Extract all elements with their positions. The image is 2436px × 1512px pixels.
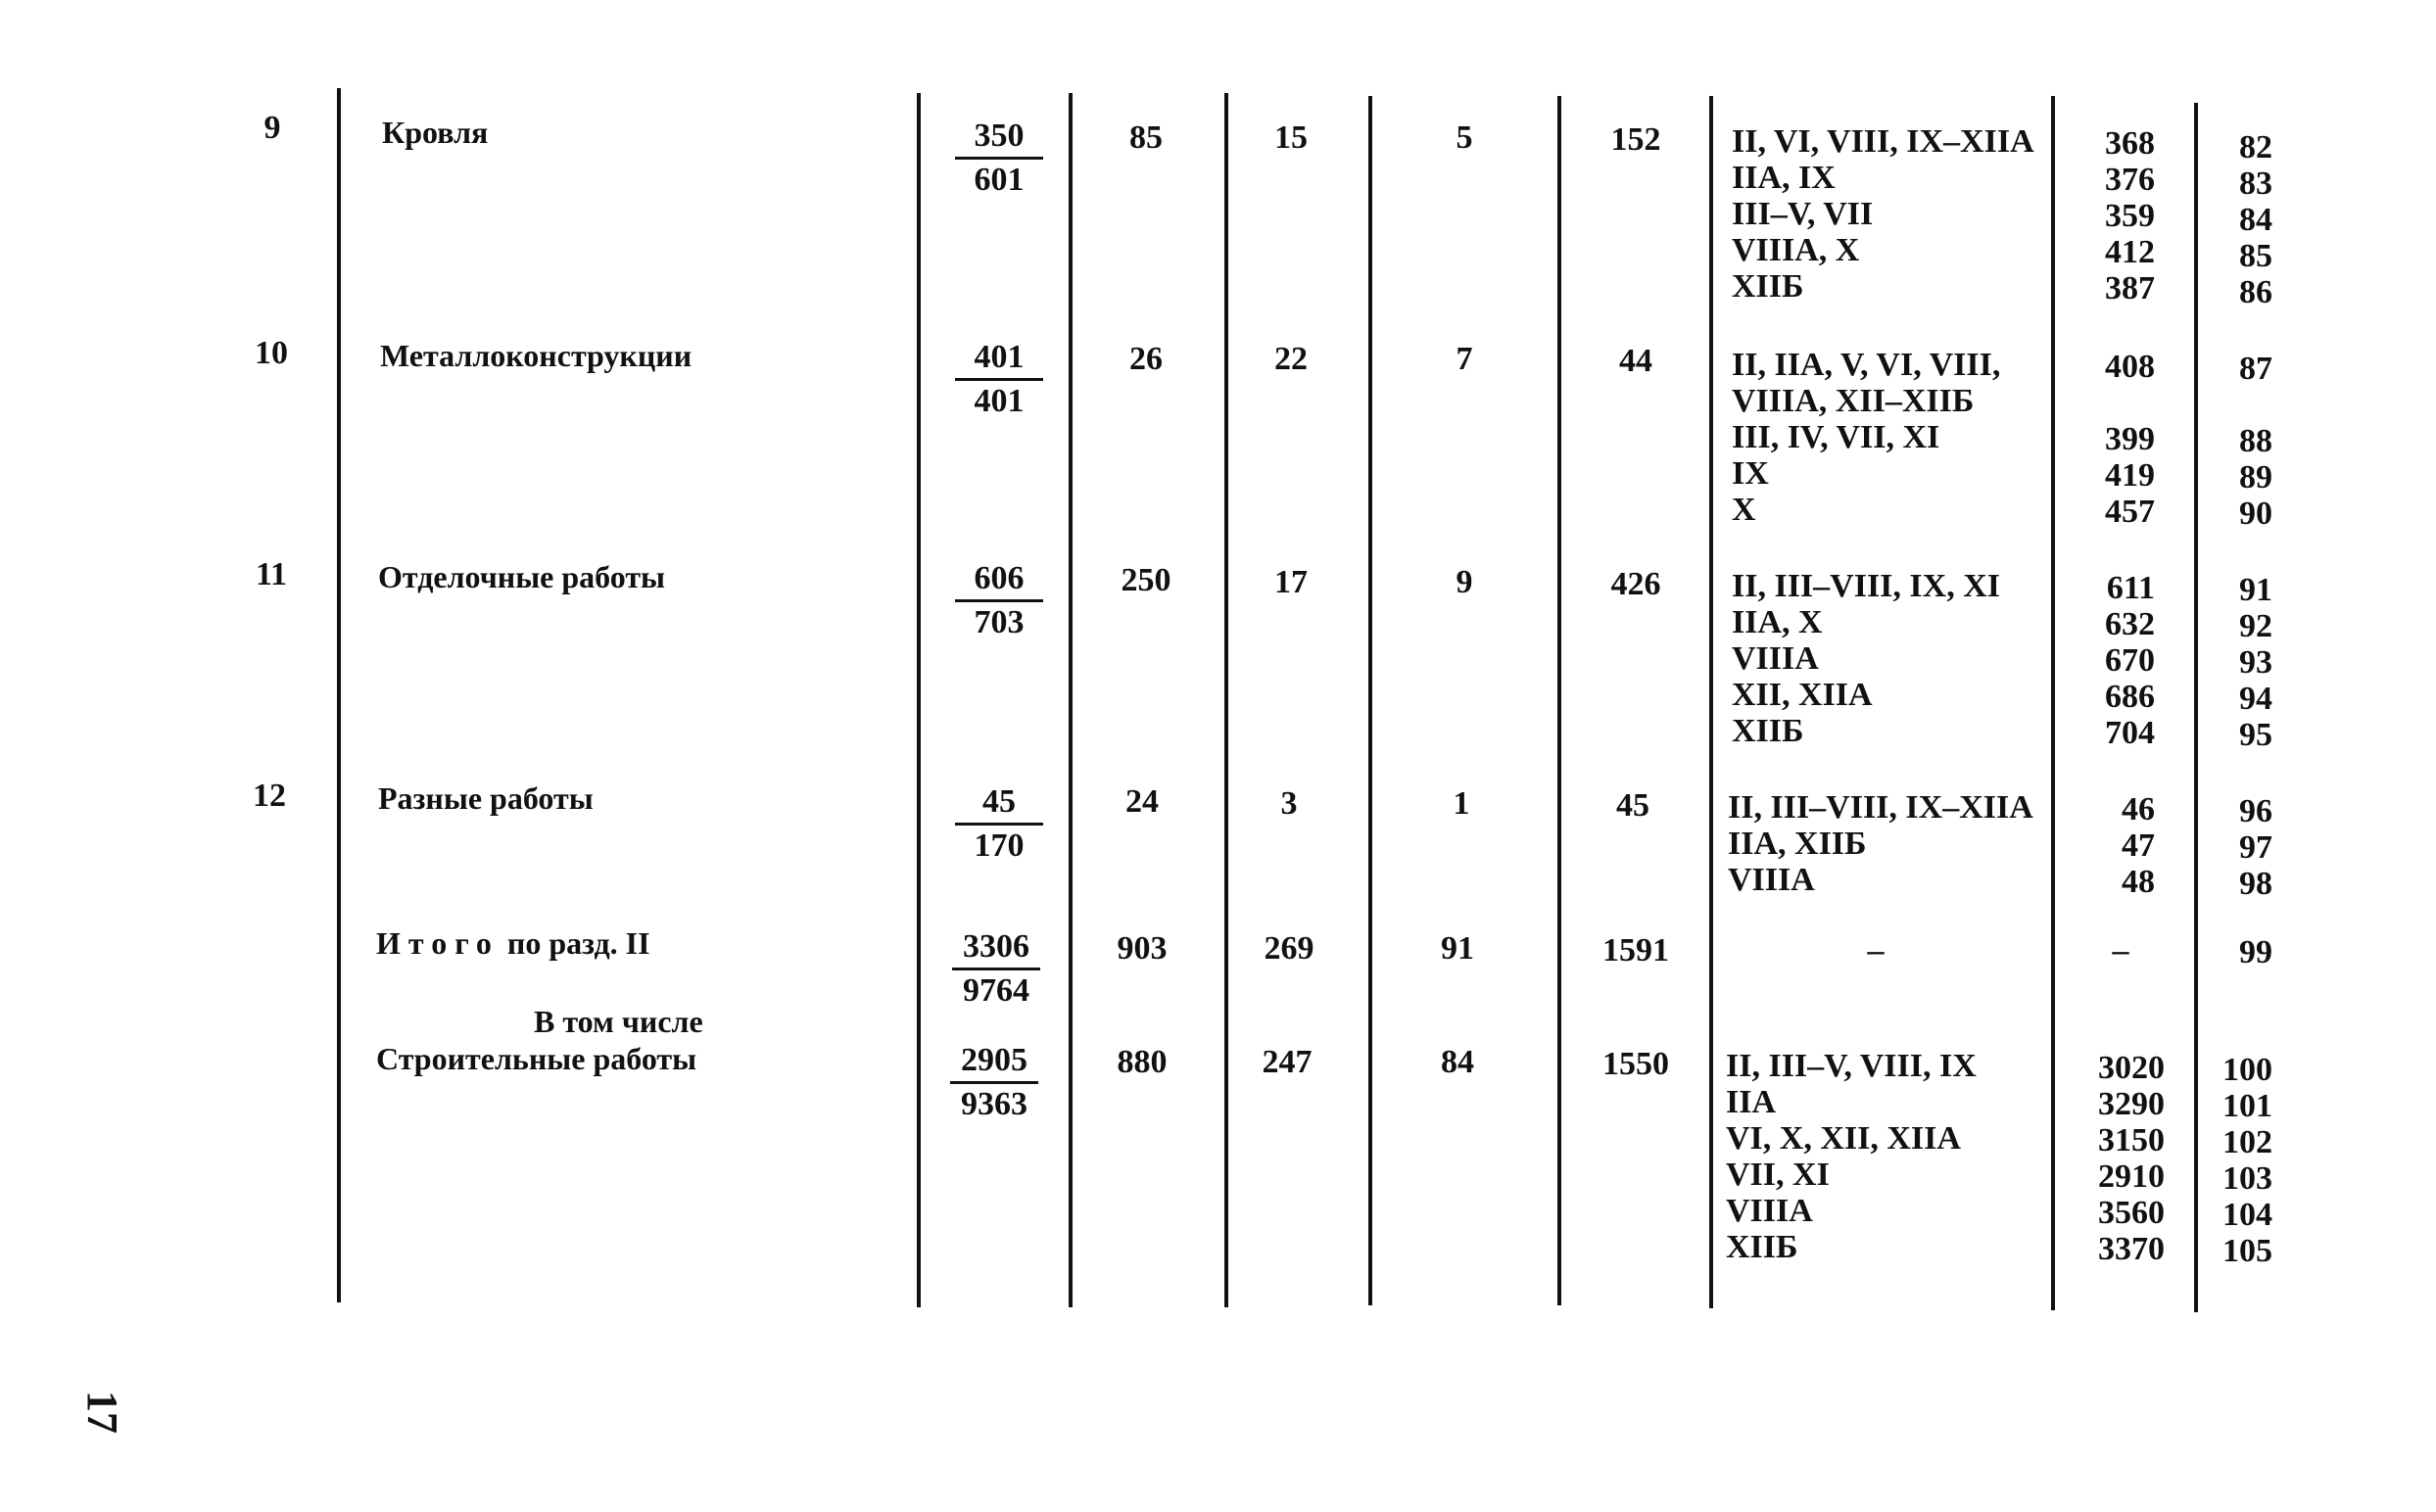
column-rule bbox=[2051, 96, 2055, 1310]
variant-item: VI, X, XII, XIIA bbox=[1726, 1120, 1961, 1157]
value-col-4: 45 bbox=[1616, 787, 1649, 824]
value-col-3: 9 bbox=[1456, 564, 1473, 600]
variant-list bbox=[1732, 347, 2000, 528]
code-item: 88 bbox=[2239, 423, 2272, 459]
fraction-value bbox=[955, 339, 1043, 420]
work-name: Отделочные работы bbox=[378, 559, 666, 594]
code-item: 96 bbox=[2239, 793, 2272, 829]
work-name: Кровля bbox=[382, 115, 489, 150]
total-label bbox=[376, 924, 650, 962]
value-item: 3370 bbox=[2098, 1231, 2165, 1267]
total-label-rest: по разд. II bbox=[506, 925, 650, 961]
code-item: 89 bbox=[2239, 459, 2272, 496]
value-col-1: 880 bbox=[1117, 1044, 1168, 1080]
value-col-1: 26 bbox=[1129, 341, 1163, 377]
fraction-value bbox=[955, 783, 1043, 865]
fraction-numerator: 350 bbox=[955, 118, 1043, 160]
value-col-1: 24 bbox=[1125, 783, 1159, 820]
value-item: 632 bbox=[2105, 606, 2155, 642]
fraction-numerator: 401 bbox=[955, 339, 1043, 381]
variant-item: IIA, IX bbox=[1732, 160, 1836, 196]
column-rule bbox=[1224, 93, 1228, 1307]
code-item: 94 bbox=[2239, 681, 2272, 717]
value-list bbox=[2077, 125, 2155, 307]
code-item: 91 bbox=[2239, 572, 2272, 608]
value-item: 611 bbox=[2106, 570, 2155, 606]
value-list bbox=[2077, 570, 2155, 751]
variant-item: II, III–VIII, IX, XI bbox=[1732, 568, 2000, 604]
code-item: 103 bbox=[2222, 1160, 2272, 1197]
variant-item: II, III–V, VIII, IX bbox=[1726, 1048, 1977, 1084]
value-col-4: 1591 bbox=[1602, 932, 1669, 969]
fraction-numerator: 45 bbox=[955, 783, 1043, 826]
page-number: 17 bbox=[78, 1391, 126, 1434]
row-number: 12 bbox=[253, 778, 286, 814]
value-item: 419 bbox=[2105, 457, 2155, 494]
fraction-denominator: 703 bbox=[974, 604, 1025, 640]
total-value: – bbox=[2112, 932, 2129, 969]
value-item: 387 bbox=[2105, 270, 2155, 307]
work-name: Металлоконструкции bbox=[380, 338, 693, 373]
code-item: 105 bbox=[2222, 1233, 2272, 1269]
value-item: 376 bbox=[2105, 162, 2155, 198]
value-item: 3290 bbox=[2098, 1086, 2165, 1122]
code-item: 83 bbox=[2239, 165, 2272, 202]
code-item: 100 bbox=[2222, 1052, 2272, 1088]
column-rule bbox=[1709, 96, 1713, 1308]
value-item: 368 bbox=[2105, 125, 2155, 162]
value-col-4: 44 bbox=[1619, 343, 1652, 379]
code-item: 92 bbox=[2239, 608, 2272, 644]
total-variant: – bbox=[1867, 932, 1885, 969]
fraction-numerator: 606 bbox=[955, 560, 1043, 602]
value-col-2: 247 bbox=[1262, 1044, 1313, 1080]
column-rule bbox=[1069, 93, 1073, 1307]
code-item: 97 bbox=[2239, 829, 2272, 866]
column-rule bbox=[337, 88, 341, 1302]
code-list bbox=[2204, 572, 2272, 753]
value-col-2: 22 bbox=[1274, 341, 1308, 377]
code-item: 104 bbox=[2222, 1197, 2272, 1233]
column-rule bbox=[917, 93, 921, 1307]
variant-item: III–V, VII bbox=[1732, 196, 1874, 232]
fraction-denominator: 9363 bbox=[961, 1086, 1027, 1122]
variant-item: XIIБ bbox=[1732, 713, 1804, 749]
value-item: 3150 bbox=[2098, 1122, 2165, 1158]
value-item: 46 bbox=[2122, 791, 2155, 827]
value-col-1: 85 bbox=[1129, 119, 1163, 156]
value-col-1: 903 bbox=[1117, 930, 1168, 967]
fraction-denominator: 401 bbox=[974, 383, 1025, 419]
variant-list bbox=[1732, 568, 2000, 749]
value-list bbox=[2077, 791, 2155, 900]
fraction-value bbox=[955, 560, 1043, 641]
value-item: 47 bbox=[2122, 827, 2155, 864]
variant-item: XII, XIIA bbox=[1732, 677, 1873, 713]
variant-list bbox=[1728, 789, 2033, 898]
value-list bbox=[2067, 1050, 2165, 1267]
value-col-3: 5 bbox=[1456, 119, 1473, 156]
fraction-denominator: 9764 bbox=[963, 972, 1029, 1009]
code-list bbox=[2204, 351, 2272, 532]
work-name: Разные работы bbox=[378, 780, 594, 816]
variant-item: VIIIA bbox=[1728, 862, 1815, 898]
code-item: 90 bbox=[2239, 496, 2272, 532]
variant-item: XIIБ bbox=[1732, 268, 1804, 305]
variant-item: XIIБ bbox=[1726, 1229, 1798, 1265]
total-label-word: Итого bbox=[376, 925, 500, 961]
value-item: 408 bbox=[2105, 349, 2155, 385]
subsection-heading: В том числе bbox=[534, 1004, 703, 1039]
value-col-2: 15 bbox=[1274, 119, 1308, 156]
row-number: 11 bbox=[255, 556, 288, 592]
variant-item: VIIIA bbox=[1726, 1193, 1813, 1229]
value-item bbox=[2077, 385, 2155, 421]
variant-item: IIA bbox=[1726, 1084, 1777, 1120]
row-number: 10 bbox=[255, 335, 288, 371]
code-list bbox=[2194, 1052, 2272, 1269]
value-col-4: 152 bbox=[1610, 121, 1661, 158]
row-number: 9 bbox=[263, 110, 281, 146]
fraction-value bbox=[952, 928, 1040, 1010]
code-item: 98 bbox=[2239, 866, 2272, 902]
variant-item: IX bbox=[1732, 455, 1769, 492]
value-col-3: 7 bbox=[1456, 341, 1473, 377]
code-item: 87 bbox=[2239, 351, 2272, 387]
total-code: 99 bbox=[2239, 934, 2272, 970]
value-col-3: 1 bbox=[1453, 785, 1470, 822]
fraction-value bbox=[950, 1042, 1038, 1123]
variant-list bbox=[1732, 123, 2034, 305]
value-col-4: 426 bbox=[1610, 566, 1661, 602]
variant-item: VIIIA, X bbox=[1732, 232, 1860, 268]
value-col-2: 269 bbox=[1264, 930, 1314, 967]
code-item: 95 bbox=[2239, 717, 2272, 753]
variant-item: VIIIA, XII–XIIБ bbox=[1732, 383, 1975, 419]
code-list bbox=[2204, 129, 2272, 310]
value-item: 399 bbox=[2105, 421, 2155, 457]
code-item bbox=[2204, 387, 2272, 423]
code-item: 102 bbox=[2222, 1124, 2272, 1160]
variant-item: III, IV, VII, XI bbox=[1732, 419, 1940, 455]
value-item: 686 bbox=[2105, 679, 2155, 715]
value-col-3: 84 bbox=[1441, 1044, 1474, 1080]
value-item: 3020 bbox=[2098, 1050, 2165, 1086]
variant-item: IIA, X bbox=[1732, 604, 1823, 640]
work-name: Строительные работы bbox=[376, 1041, 697, 1076]
value-item: 457 bbox=[2105, 494, 2155, 530]
fraction-value bbox=[955, 118, 1043, 199]
value-item: 704 bbox=[2105, 715, 2155, 751]
fraction-numerator: 3306 bbox=[952, 928, 1040, 970]
code-item: 93 bbox=[2239, 644, 2272, 681]
code-item: 101 bbox=[2222, 1088, 2272, 1124]
value-col-3: 91 bbox=[1441, 930, 1474, 967]
variant-item: VIIIA bbox=[1732, 640, 1819, 677]
fraction-numerator: 2905 bbox=[950, 1042, 1038, 1084]
value-col-2: 3 bbox=[1280, 785, 1298, 822]
value-col-2: 17 bbox=[1274, 564, 1308, 600]
value-item: 3560 bbox=[2098, 1195, 2165, 1231]
column-rule bbox=[1368, 96, 1372, 1305]
value-item: 670 bbox=[2105, 642, 2155, 679]
value-col-4: 1550 bbox=[1602, 1046, 1669, 1082]
code-item: 82 bbox=[2239, 129, 2272, 165]
value-item: 359 bbox=[2105, 198, 2155, 234]
variant-item: X bbox=[1732, 492, 1756, 528]
value-col-1: 250 bbox=[1121, 562, 1171, 598]
value-item: 2910 bbox=[2098, 1158, 2165, 1195]
code-list bbox=[2204, 793, 2272, 902]
variant-item: II, IIA, V, VI, VIII, bbox=[1732, 347, 2001, 383]
variant-item: II, III–VIII, IX–XIIA bbox=[1728, 789, 2033, 826]
value-item: 412 bbox=[2105, 234, 2155, 270]
fraction-denominator: 601 bbox=[974, 162, 1025, 198]
code-item: 85 bbox=[2239, 238, 2272, 274]
value-list bbox=[2077, 349, 2155, 530]
variant-item: II, VI, VIII, IX–XIIA bbox=[1732, 123, 2034, 160]
variant-item: IIA, XIIБ bbox=[1728, 826, 1867, 862]
value-item: 48 bbox=[2122, 864, 2155, 900]
code-item: 84 bbox=[2239, 202, 2272, 238]
variant-list bbox=[1726, 1048, 1977, 1265]
code-item: 86 bbox=[2239, 274, 2272, 310]
column-rule bbox=[1557, 96, 1561, 1305]
fraction-denominator: 170 bbox=[974, 827, 1025, 864]
variant-item: VII, XI bbox=[1726, 1157, 1830, 1193]
